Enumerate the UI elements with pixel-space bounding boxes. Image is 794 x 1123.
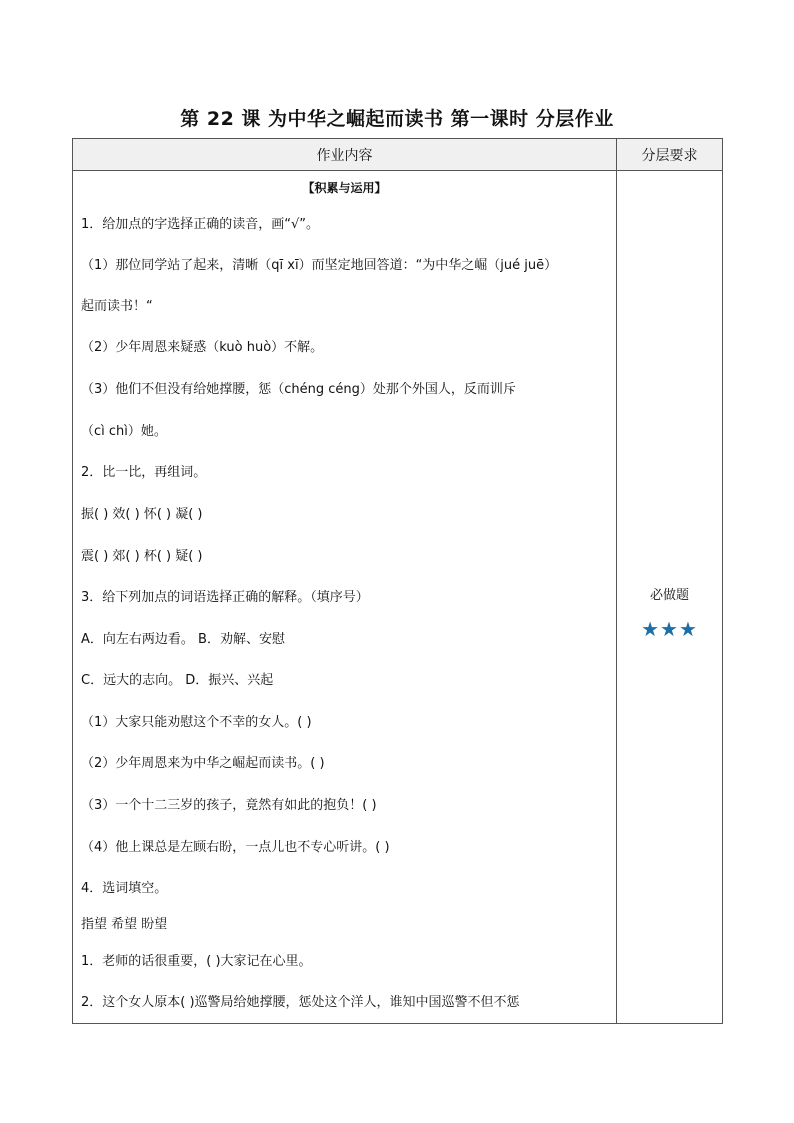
question-1-item-1-cont: 起而读书！“ [81,299,153,314]
question-4-item-1: 1．老师的话很重要，( )大家记在心里。 [81,954,312,969]
level-label: 必做题 [649,587,689,603]
question-1-item-3: （3）他们不但没有给她撑腰，惩（chéng céng）处那个外国人，反而训斥 [81,382,516,397]
question-3-options-ab: A．向左右两边看。 B．劝解、安慰 [81,632,285,647]
question-2-row-2: 震( ) 郊( ) 杯( ) 疑( ) [81,549,203,564]
question-3-item-1: （1）大家只能劝慰这个不幸的女人。( ) [81,715,312,730]
question-1: 1．给加点的字选择正确的读音，画“√”。 [81,217,320,232]
table-body-row [73,171,723,1024]
page-title: 第 22 课 为中华之崛起而读书 第一课时 分层作业 [180,108,614,130]
question-1-item-1: （1）那位同学站了起来，清晰（qī xī）而坚定地回答道：“为中华之崛（jué juē） [81,258,558,273]
question-3-item-2: （2）少年周恩来为中华之崛起而读书。( ) [81,756,325,771]
question-4: 4．选词填空。 [81,881,168,896]
header-level: 分层要求 [617,139,723,171]
content-cell [73,171,617,1024]
header-content: 作业内容 [73,139,617,171]
question-2: 2．比一比，再组词。 [81,465,207,480]
question-2-row-1: 振( ) 效( ) 怀( ) 凝( ) [81,507,203,522]
question-3: 3．给下列加点的词语选择正确的解释。（填序号） [81,590,369,605]
question-1-item-2: （2）少年周恩来疑惑（kuò huò）不解。 [81,340,324,355]
homework-table [72,138,723,1024]
question-3-item-3: （3）一个十二三岁的孩子，竟然有如此的抱负！( ) [81,798,377,813]
star-rating-icon: ★★★ [641,616,698,641]
question-4-item-2: 2．这个女人原本( )巡警局给她撑腰，惩处这个洋人，谁知中国巡警不但不惩 [81,995,520,1010]
question-3-options-cd: C．远大的志向。 D．振兴、兴起 [81,673,274,688]
section-heading: 【积累与运用】 [302,181,387,195]
question-3-item-4: （4）他上课总是左顾右盼，一点儿也不专心听讲。( ) [81,840,390,855]
question-4-word-bank: 指望 希望 盼望 [81,917,168,932]
content-lines [73,171,616,1023]
table-header-row [73,139,723,171]
question-1-item-3-cont: （cì chì）她。 [81,424,167,439]
level-cell [617,171,723,1024]
